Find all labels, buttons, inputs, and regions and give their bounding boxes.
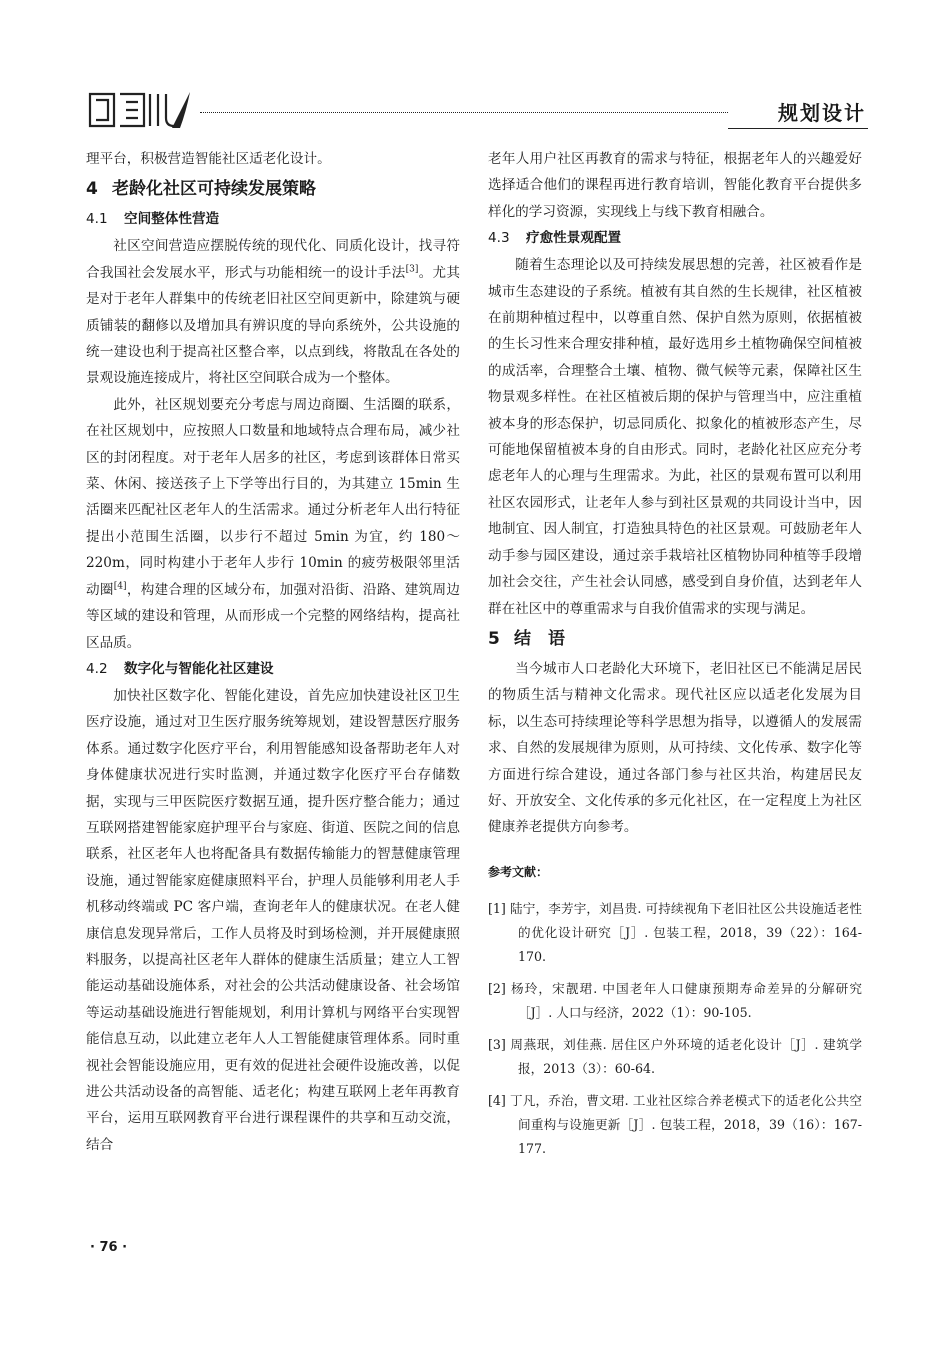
section-tag-underline xyxy=(728,128,868,129)
left-column xyxy=(86,146,460,1158)
paragraph: 随着生态理论以及可持续发展思想的完善，社区被看作是城市生态建设的子系统。植被有其自然的生长规律，社区植被在前期种植过程中，以尊重自然、保护自然为原则，依据植被的生长习性来合理安排种植，最好选用乡土植物确保空间植被的成活率，合理整合土壤、植物、微气候等元素，保障社区生物景观多样性。在社区植被后期的保护与管理当中，应注重植被本身的形态保护，切忌同质化、拟象化的植被形态产生，尽可能地保留植被本身的自由形式。同时，老龄化社区应充分考虑老年人的心理与生理需求。为此，社区的景观布置可以利用社区农园形式，让老年人参与到社区景观的共同设计当中，因地制宜、因人制宜，打造独具特色的社区景观。可鼓励老年人动手参与园区建设，通过亲手栽培社区植物协同种植等手段增加社会交往，产生社会认同感，感受到自身价值，达到老年人群在社区中的尊重需求与自我价值需求的实现与满足。 xyxy=(488,257,862,617)
subsection-heading-4-3: 4.3 疗愈性景观配置 xyxy=(488,230,622,247)
section-heading-4: 4 老龄化社区可持续发展策略 xyxy=(86,179,316,200)
paragraph: 理平台，积极营造智能社区适老化设计。 xyxy=(86,151,331,167)
subsection-heading-4-1: 4.1 空间整体性营造 xyxy=(86,211,220,228)
references-title: 参考文献： xyxy=(488,864,549,879)
paragraph: 社区空间营造应摆脱传统的现代化、同质化设计，找寻符合我国社会发展水平，形式与功能相统一的设计手法[3]。尤其是对于老年人群集中的传统老旧社区空间更新中，除建筑与硬质铺装的翻修以及增加具有辨识度的导向系统外，公共设施的统一建设也利于提高社区整合率，以点到线，将散乱在各处的景观设施连接成片，将社区空间联合成为一个整体。 xyxy=(86,238,461,387)
section-tag: 规划设计 xyxy=(778,101,866,125)
paragraph: 老年人用户社区再教育的需求与特征，根据老年人的兴趣爱好选择适合他们的课程再进行教育培训，智能化教育平台提供多样化的学习资源，实现线上与线下教育相融合。 xyxy=(488,151,862,220)
right-column xyxy=(488,146,862,1169)
paragraph: 此外，社区规划要充分考虑与周边商圈、生活圈的联系，在社区规划中，应按照人口数量和地域特点合理布局，减少社区的封闭程度。对于老年人居多的社区，考虑到该群体日常买菜、休闲、接送孩子上下学等出行目的，为其建立 15min 生活圈来匹配社区老年人的生活需求。通过分析老年人出行特征提出小范围生活圈，以步行不超过 5min 为宜，约 180～220m，同时构建小于老年人步行 10min 的疲劳极限邻里活动圈[4]，构建合理的区域分布，加强对沿街、沿路、建筑周边等区域的建设和管理，从而形成一个完整的网络结构，提高社区品质。 xyxy=(86,396,461,651)
header-rule xyxy=(200,112,728,113)
citation: [3] xyxy=(405,264,419,275)
journal-logo xyxy=(86,88,196,132)
reference-item: [1] 陆宁，李芳宇，刘昌贵. 可持续视角下老旧社区公共设施适老性的优化设计研究［J］. 包装工程，2018，39（22）：164-170. xyxy=(488,901,862,965)
citation: [4] xyxy=(113,581,127,592)
paragraph: 当今城市人口老龄化大环境下，老旧社区已不能满足居民的物质生活与精神文化需求。现代社区应以适老化发展为目标，以生态可持续理论等科学思想为指导，以遵循人的发展需求、自然的发展规律为原则，从可持续、文化传承、数字化等方面进行综合建设，通过各部门参与社区共治，构建居民友好、开放安全、文化传承的多元化社区，在一定程度上为社区健康养老提供方向参考。 xyxy=(488,660,862,836)
reference-item: [3] 周燕珉，刘佳燕. 居住区户外环境的适老化设计［J］. 建筑学报，2013（3）：60-64. xyxy=(488,1037,862,1077)
reference-item: [2] 杨玲，宋靓珺. 中国老年人口健康预期寿命差异的分解研究［J］. 人口与经济，2022（1）：90-105. xyxy=(488,981,862,1021)
section-heading-5: 5 结 语 xyxy=(488,628,565,649)
reference-item: [4] 丁凡，乔治，曹文珺. 工业社区综合养老模式下的适老化公共空间重构与设施更新［J］. 包装工程，2018，39（16）：167-177. xyxy=(488,1093,862,1157)
subsection-heading-4-2: 4.2 数字化与智能化社区建设 xyxy=(86,660,274,677)
page-number: · 76 · xyxy=(90,1240,128,1255)
paragraph: 加快社区数字化、智能化建设，首先应加快建设社区卫生医疗设施，通过对卫生医疗服务统筹规划，建设智慧医疗服务体系。通过数字化医疗平台，利用智能感知设备帮助老年人对身体健康状况进行实时监测，并通过数字化医疗平台存储数据，实现与三甲医院医疗数据互通，提升医疗整合能力；通过互联网搭建智能家庭护理平台与家庭、街道、医院之间的信息联系，社区老年人也将配备具有数据传输能力的智慧健康管理设施，通过智能家庭健康照料平台，护理人员能够利用老人手机移动终端或 PC 客户端，查询老年人的健康状况。在老人健康信息发现异常后，工作人员将及时到场检测，并开展健康照料服务，以提高社区老年人群体的健康生活质量；建立人工智能运动基础设施体系，对社会的公共活动健康设备、社会场馆等运动基础设施进行智能规划，利用计算机与网络平台实现智能信息互动，以此建立老年人人工智能健康管理体系。同时重视社会智能设施应用，更有效的促进社会硬件设施改善，以促进公共活动设备的高智能、适老化；构建互联网上老年再教育平台，运用互联网教育平台进行课程课件的共享和互动交流，结合 xyxy=(86,687,460,1153)
